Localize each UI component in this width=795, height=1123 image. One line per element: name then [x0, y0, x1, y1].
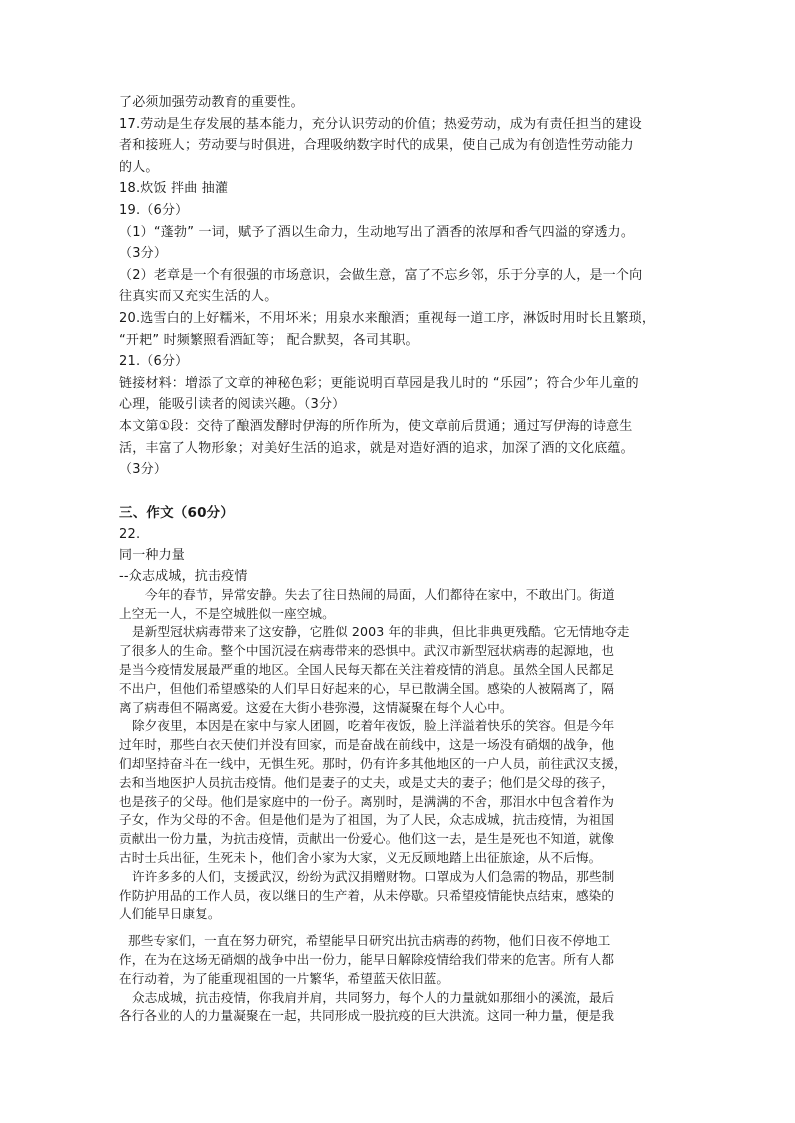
answer-line: 的人。 [119, 159, 159, 175]
answer-line: 20.选雪白的上好糯米，不用坏米；用泉水来酿酒；重视每一道工序，淋饭时用时长且繁琐， [119, 310, 656, 326]
essay-line: 除夕夜里，本因是在家中与家人团圆，吃着年夜饭，脸上洋溢着快乐的笑容。但是今年 [132, 718, 615, 734]
essay-line: 是当今疫情发展最严重的地区。全国人民每天都在关注着疫情的消息。虽然全国人民都足 [119, 662, 615, 678]
answer-line: 21.（6分） [119, 354, 189, 370]
essay-line: 今年的春节，异常安静。失去了往日热闹的局面，人们都待在家中，不敢出门。街道 [145, 586, 615, 602]
answer-line: 链接材料：增添了文章的神秘色彩；更能说明百草园是我儿时的 “乐园”；符合少年儿童的 [119, 375, 639, 391]
essay-line: 们却坚持奋斗在一线中，无惧生死。那时，仍有许多其他地区的一户人员，前往武汉支援， [119, 756, 627, 772]
essay-line: 在行动着，为了能重现祖国的一片繁华，希望蓝天依旧蓝。 [119, 970, 450, 986]
essay-line: 是新型冠状病毒带来了这安静，它胜似 2003 年的非典，但比非典更残酷。它无情地夺走 [132, 624, 630, 640]
answer-line: 往真实而又充实生活的人。 [119, 289, 278, 305]
answer-line: （3分） [119, 246, 168, 262]
essay-body [119, 586, 675, 1026]
answer-section [119, 92, 675, 481]
answer-line: 了必须加强劳动教育的重要性。 [119, 95, 304, 110]
essay-line: 不出户，但他们希望感染的人们早日好起来的心，早已散满全国。感染的人被隔离了，隔 [119, 680, 615, 696]
essay-line: 也是孩子的父母。他们是家庭中的一份子。离别时，是满满的不舍，那泪水中包含着作为 [119, 793, 615, 809]
answer-line: 19.（6分） [119, 202, 189, 218]
answer-line: “开耙” 时频繁照看酒缸等； 配合默契，各司其职。 [119, 332, 419, 348]
answer-line: 本文第①段：交待了酿酒发酵时伊海的所作所为，使文章前后贯通；通过写伊海的诗意生 [119, 418, 633, 434]
essay-line: 贡献出一份力量，为抗击疫情，贡献出一份爱心。他们这一去，是生是死也不知道，就像 [119, 831, 615, 847]
essay-line: 上空无一人，不是空城胜似一座空城。 [119, 605, 335, 621]
essay-line: 过年时，那些白衣天使们并没有回家，而是奋战在前线中，这是一场没有硝烟的战争，他 [119, 737, 615, 753]
essay-line: 去和当地医护人员抗击疫情。他们是妻子的丈夫，或是丈夫的妻子；他们是父母的孩子， [119, 774, 615, 790]
essay-line: 了很多人的生命。整个中国沉浸在病毒带来的恐惧中。武汉市新型冠状病毒的起源地，也 [119, 643, 615, 659]
essay-subtitle: --众志成城，抗击疫情 [119, 568, 248, 584]
essay-line: 离了病毒但不隔离爱。这爱在大街小巷弥漫，这情凝聚在每个人心中。 [119, 699, 513, 715]
question-number: 22. [119, 526, 141, 542]
essay-line: 那些专家们，一直在努力研究，希望能早日研究出抗击病毒的药物，他们日夜不停地工 [128, 933, 611, 949]
answer-line: （1）“蓬勃” 一词，赋予了酒以生命力，生动地写出了酒香的浓厚和香气四溢的穿透力。 [119, 224, 635, 240]
answer-line: 17.劳动是生存发展的基本能力，充分认识劳动的价值；热爱劳动，成为有责任担当的建设 [119, 116, 642, 132]
document-page [119, 92, 675, 1026]
essay-line: 各行各业的人的力量凝聚在一起，共同形成一股抗疫的巨大洪流。这同一种力量，便是我 [119, 1008, 615, 1024]
answer-line: 者和接班人；劳动要与时俱进，合理吸纳数字时代的成果，使自己成为有创造性劳动能力 [119, 138, 634, 154]
essay-line: 古时士兵出征，生死未卜，他们舍小家为大家，义无反顾地踏上出征旅途，从不后悔。 [119, 850, 602, 866]
answer-line: （2）老章是一个有很强的市场意识，会做生意，富了不忘乡邻，乐于分享的人，是一个向 [119, 267, 643, 283]
essay-line: 许许多多的人们，支援武汉，纷纷为武汉捐赠财物。口罩成为人们急需的物品，那些制 [132, 868, 615, 884]
essay-line: 众志成城，抗击疫情，你我肩并肩，共同努力，每个人的力量就如那细小的溪流，最后 [132, 989, 615, 1005]
essay-title: 同一种力量 [119, 548, 186, 564]
answer-line: 18.炊饭 拌曲 抽灌 [119, 181, 229, 197]
essay-line: 子女，作为父母的不舍。但是他们是为了祖国，为了人民，众志成城，抗击疫情，为祖国 [119, 812, 615, 828]
answer-line: 心理，能吸引读者的阅读兴趣。（3分） [119, 397, 346, 413]
section-heading: 三、作文（60分） [119, 504, 235, 521]
essay-line: 作，在为在这场无硝烟的战争中出一份力，能早日解除疫情给我们带来的危害。所有人都 [119, 952, 615, 968]
answer-line: （3分） [119, 462, 168, 478]
essay-line: 作防护用品的工作人员，夜以继日的生产着，从未停歇。只希望疫情能快点结束，感染的 [119, 887, 615, 903]
answer-line: 活，丰富了人物形象；对美好生活的追求，就是对造好酒的追求，加深了酒的文化底蕴。 [119, 440, 634, 456]
essay-line: 人们能早日康复。 [119, 906, 221, 922]
